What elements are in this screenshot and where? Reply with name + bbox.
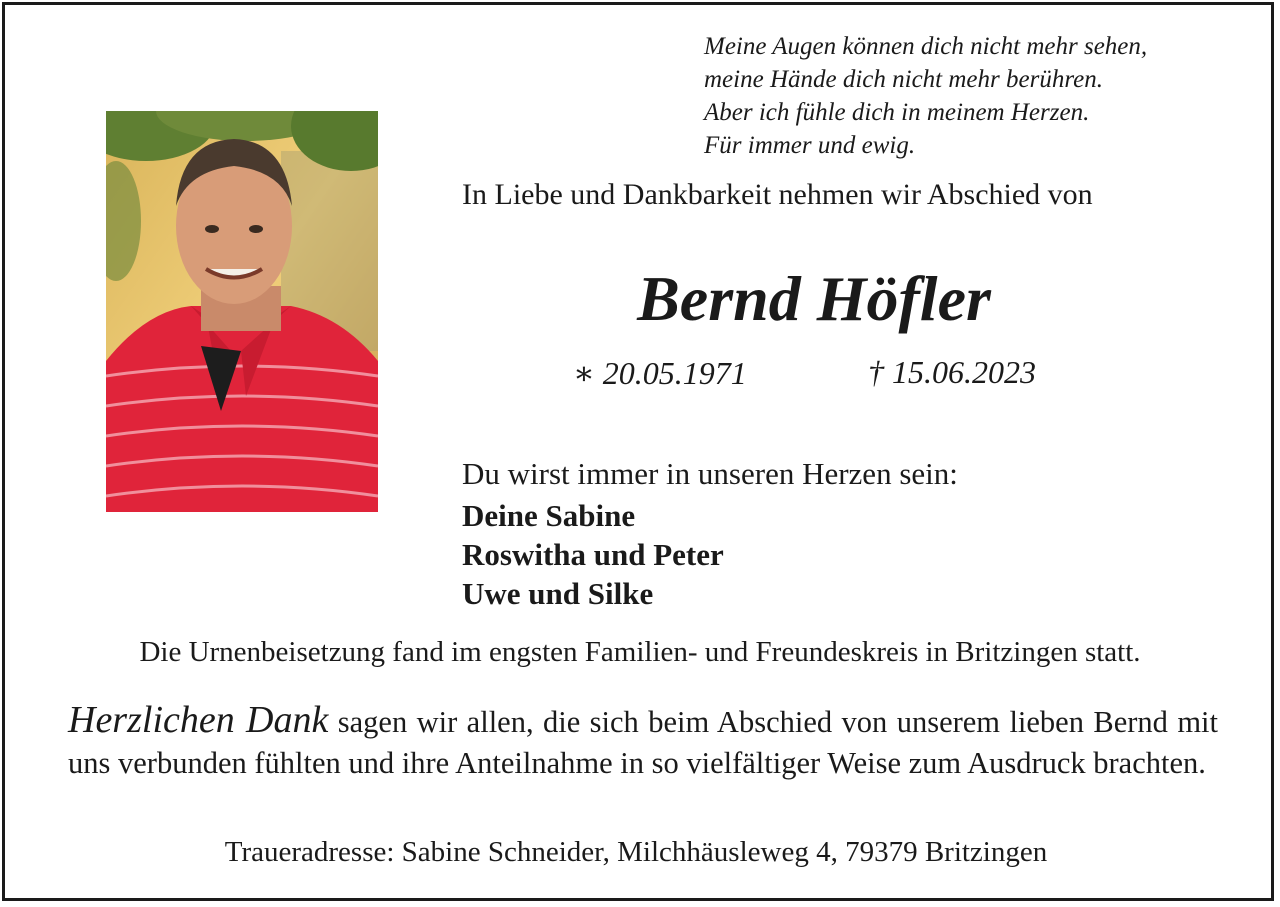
poem-line: Für immer und ewig. bbox=[704, 132, 916, 159]
poem-line: Meine Augen können dich nicht mehr sehen, bbox=[704, 33, 1148, 60]
death-date: † 15.06.2023 bbox=[868, 354, 1036, 390]
thank-you-paragraph bbox=[68, 700, 1218, 784]
poem-line: Aber ich fühle dich in meinem Herzen. bbox=[704, 99, 1090, 126]
deceased-name: Bernd Höfler bbox=[637, 263, 991, 334]
mourning-address: Traueradresse: Sabine Schneider, Milchhäusleweg 4, 79379 Britzingen bbox=[224, 836, 1048, 868]
mourner-name: Roswitha und Peter bbox=[462, 537, 724, 572]
farewell-intro: In Liebe und Dankbarkeit nehmen wir Abschied von bbox=[462, 178, 1093, 211]
mourners-intro: Du wirst immer in unseren Herzen sein: bbox=[462, 456, 958, 491]
mourners-list bbox=[462, 496, 724, 613]
urn-notice: Die Urnenbeisetzung fand im engsten Familien- und Freundeskreis in Britzingen statt. bbox=[139, 636, 1141, 668]
mourner-name: Deine Sabine bbox=[462, 498, 636, 533]
mourner-name: Uwe und Silke bbox=[462, 576, 654, 611]
thanks-title: Herzlichen Dank bbox=[68, 699, 329, 741]
poem-line: meine Hände dich nicht mehr berühren. bbox=[704, 66, 1103, 93]
thanks-text: sagen wir allen, die sich beim Abschied von unserem lieben Bernd mit uns verbunden fühlten und ihre Anteilnahme in so vielfältiger Weise zum Ausdruck brachten. bbox=[68, 705, 1218, 780]
memorial-poem bbox=[704, 30, 1147, 162]
birth-date: ∗ 20.05.1971 bbox=[573, 355, 747, 391]
